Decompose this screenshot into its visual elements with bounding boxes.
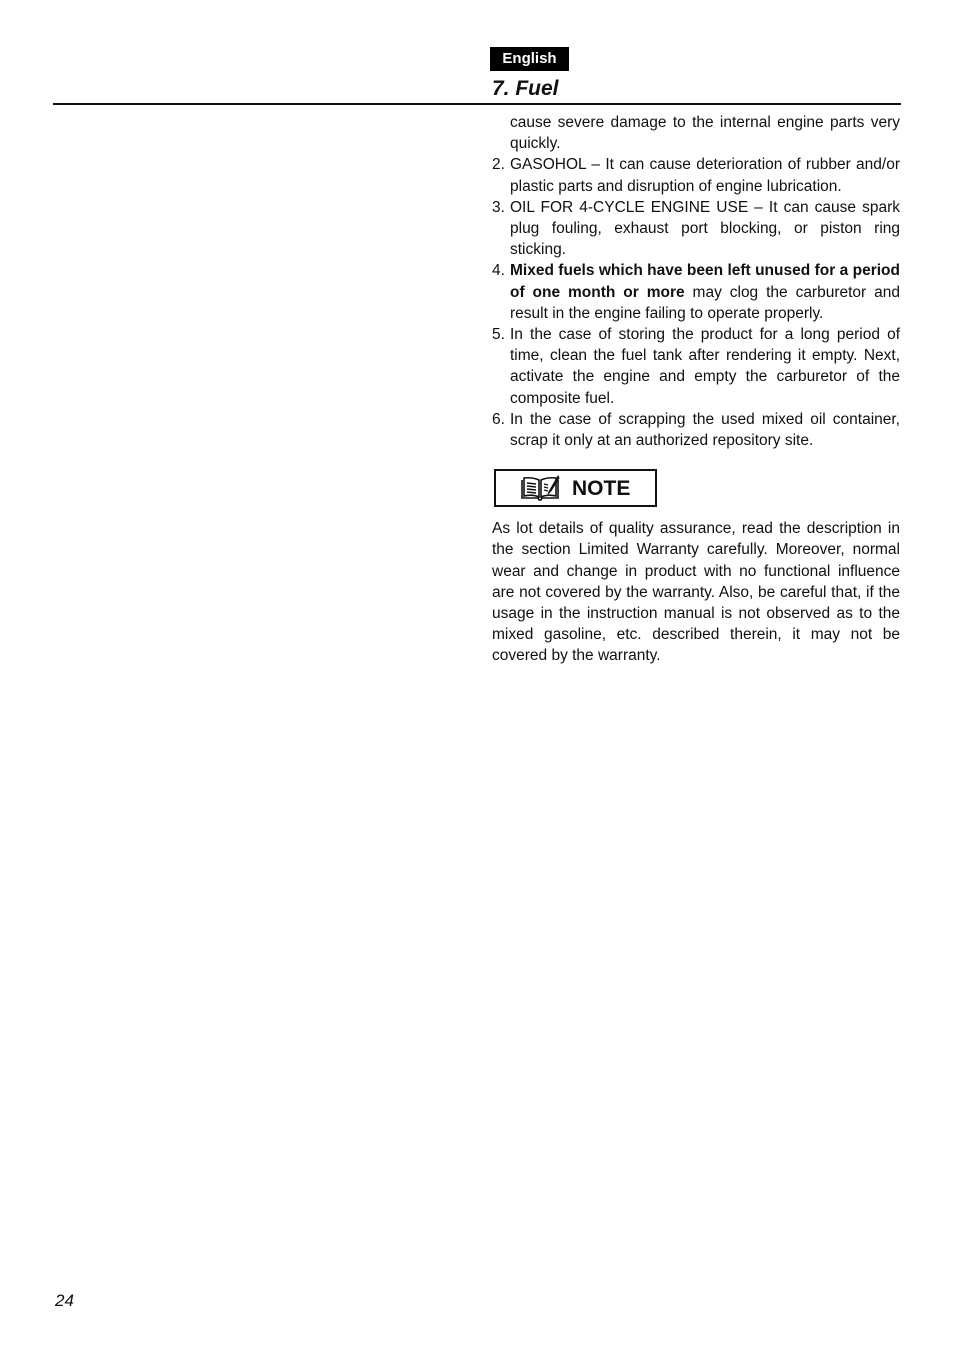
- item-number: 4.: [492, 262, 505, 280]
- item-text: GASOHOL – It can cause deterioration of rubber and/or plastic parts and disruption of engine lubrication.: [510, 156, 900, 195]
- item-text: OIL FOR 4-CYCLE ENGINE USE – It can cause spark plug fouling, exhaust port blocking, or piston ring sticking.: [510, 198, 900, 259]
- header-rule: [53, 103, 901, 105]
- note-text: As lot details of quality assurance, read the description in the section Limited Warranty carefully. Moreover, normal wear and change in product with no functional influence are not covered by the warranty. Also, be careful that, if the usage in the instruction manual is not observed as to the mixed gasoline, etc. described therein, it may not be covered by the warranty.: [492, 520, 900, 665]
- item-text: [510, 260, 900, 324]
- fuel-warning-list: [492, 154, 900, 451]
- section-title: 7. Fuel: [492, 77, 559, 100]
- fuel-content: [492, 112, 900, 667]
- item-text: In the case of scrapping the used mixed oil container, scrap it only at an authorized repository site.: [510, 410, 900, 450]
- item-number: 3.: [492, 198, 505, 216]
- note-box: [494, 469, 657, 507]
- item-number: 2.: [492, 156, 505, 174]
- item-rest-text: may clog the carburetor and result in the engine failing to operate properly.: [510, 283, 900, 322]
- list-item: [492, 324, 900, 409]
- language-badge: English: [490, 47, 569, 71]
- item-text: In the case of storing the product for a long period of time, clean the fuel tank after rendering it empty. Next, activate the engine and empty the carburetor of the composite fuel.: [510, 326, 900, 407]
- item-number: 5.: [492, 326, 505, 344]
- note-label: NOTE: [572, 476, 631, 500]
- book-pencil-icon: [520, 475, 560, 501]
- list-item: [492, 260, 900, 324]
- list-item: [492, 197, 900, 261]
- list-continuation: cause severe damage to the internal engine parts very quickly.: [510, 114, 900, 153]
- item-bold-text: Mixed fuels which have been left unused for a period of one month or more: [510, 262, 900, 301]
- page-number: 24: [55, 1291, 74, 1310]
- list-item: [492, 154, 900, 196]
- list-item: [492, 409, 900, 451]
- item-number: 6.: [492, 410, 505, 428]
